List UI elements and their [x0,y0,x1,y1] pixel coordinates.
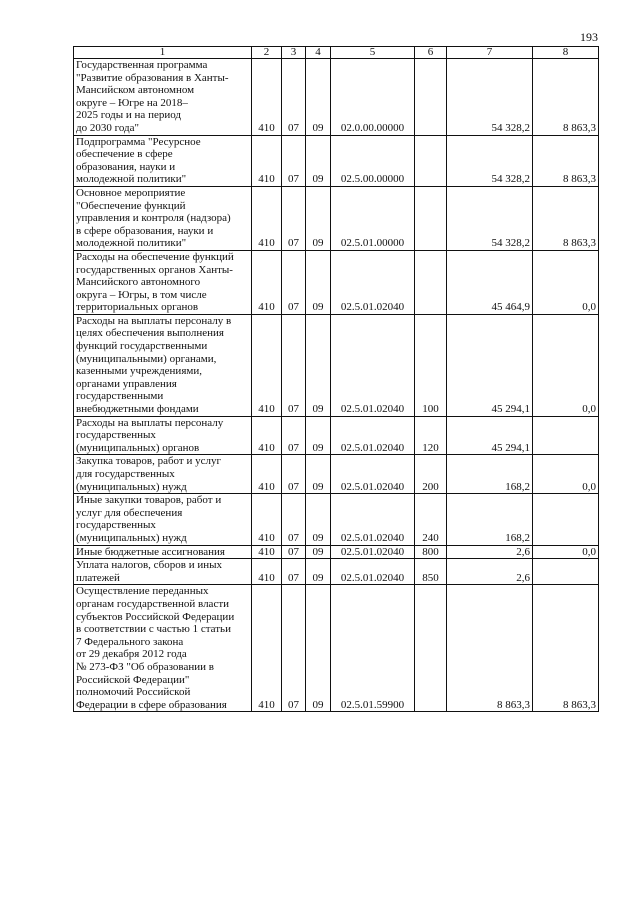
row-name-cell [74,250,252,314]
row-name-line: от 29 декабря 2012 года [76,648,187,661]
row-name-line: органами управления [76,377,177,390]
federal-amount-cell: 8 863,3 [533,585,599,712]
row-name-line: казенными учреждениями, [76,365,202,378]
row-name-line: Осуществление переданных [76,585,209,598]
target-article-cell: 02.5.00.00000 [331,135,415,186]
admin-code-cell: 410 [252,559,282,585]
row-name-line: Подпрограмма "Ресурсное [76,135,201,148]
expense-type-cell [415,250,447,314]
federal-amount-cell: 8 863,3 [533,186,599,250]
table-header-row [74,47,599,59]
row-name-line: государственными [76,390,164,403]
table-body [74,59,599,712]
row-name-line: (муниципальных) нужд [76,531,187,544]
expense-type-cell: 100 [415,314,447,416]
header-col-1: 1 [74,47,252,59]
target-article-cell: 02.5.01.02040 [331,314,415,416]
target-article-cell: 02.5.01.02040 [331,494,415,545]
row-name-line: в сфере образования, науки и [76,224,214,237]
header-col-6: 6 [415,47,447,59]
row-name-line: 2025 годы и на период [76,109,181,122]
federal-amount-cell [533,559,599,585]
row-name-line: Мансийском автономном [76,84,195,97]
admin-code-cell: 410 [252,186,282,250]
row-name-line: органам государственной власти [76,597,230,610]
table-row [74,559,599,585]
admin-code-cell: 410 [252,585,282,712]
expense-type-cell: 120 [415,416,447,455]
row-name-line: государственных [76,519,156,532]
subsection-code-cell: 09 [306,135,331,186]
subsection-code-cell: 09 [306,250,331,314]
amount-cell: 54 328,2 [447,59,533,136]
amount-cell: 8 863,3 [447,585,533,712]
target-article-cell: 02.5.01.02040 [331,545,415,559]
row-name-line: (муниципальных) органов [76,441,200,454]
section-code-cell: 07 [282,314,306,416]
section-code-cell: 07 [282,250,306,314]
row-name-line: территориальных органов [76,301,199,314]
header-col-8: 8 [533,47,599,59]
expense-type-cell: 850 [415,559,447,585]
row-name-line: Расходы на обеспечение функций [76,250,234,263]
section-code-cell: 07 [282,416,306,455]
admin-code-cell: 410 [252,314,282,416]
row-name-line: Основное мероприятие [76,186,186,199]
section-code-cell: 07 [282,186,306,250]
amount-cell: 168,2 [447,455,533,494]
amount-cell: 54 328,2 [447,135,533,186]
admin-code-cell: 410 [252,545,282,559]
row-name-line: 7 Федерального закона [76,635,184,648]
row-name-cell [74,545,252,559]
row-name-line: Российской Федерации" [76,673,190,686]
row-name-line: молодежной политики" [76,173,187,186]
table-row [74,545,599,559]
row-name-line: услуг для обеспечения [76,506,183,519]
target-article-cell: 02.5.01.02040 [331,559,415,585]
table-row [74,314,599,416]
target-article-cell: 02.5.01.02040 [331,250,415,314]
row-name-line: целях обеспечения выполнения [76,327,224,340]
row-name-line: Расходы на выплаты персоналу в [76,314,232,327]
federal-amount-cell: 0,0 [533,455,599,494]
section-code-cell: 07 [282,559,306,585]
row-name-line: управления и контроля (надзора) [76,212,231,225]
row-name-line: Иные закупки товаров, работ и [76,494,222,507]
section-code-cell: 07 [282,455,306,494]
expense-type-cell [415,135,447,186]
row-name-cell [74,455,252,494]
table-row [74,135,599,186]
expense-type-cell [415,186,447,250]
admin-code-cell: 410 [252,416,282,455]
row-name-line: государственных [76,429,156,442]
amount-cell: 2,6 [447,545,533,559]
section-code-cell: 07 [282,135,306,186]
row-name-line: обеспечение в сфере [76,148,173,161]
target-article-cell: 02.5.01.00000 [331,186,415,250]
amount-cell: 45 464,9 [447,250,533,314]
row-name-line: внебюджетными фондами [76,403,199,416]
federal-amount-cell: 0,0 [533,250,599,314]
row-name-cell [74,559,252,585]
subsection-code-cell: 09 [306,416,331,455]
amount-cell: 168,2 [447,494,533,545]
row-name-line: (муниципальных) нужд [76,480,187,493]
subsection-code-cell: 09 [306,585,331,712]
expense-type-cell: 800 [415,545,447,559]
table-row [74,455,599,494]
budget-table [73,46,599,712]
row-name-cell [74,314,252,416]
row-name-line: Уплата налогов, сборов и иных [76,559,223,572]
admin-code-cell: 410 [252,494,282,545]
section-code-cell: 07 [282,545,306,559]
row-name-cell [74,59,252,136]
amount-cell: 45 294,1 [447,416,533,455]
target-article-cell: 02.0.00.00000 [331,59,415,136]
row-name-cell [74,416,252,455]
subsection-code-cell: 09 [306,314,331,416]
federal-amount-cell: 8 863,3 [533,59,599,136]
federal-amount-cell [533,494,599,545]
row-name-line: Государственная программа [76,59,208,71]
subsection-code-cell: 09 [306,559,331,585]
amount-cell: 54 328,2 [447,186,533,250]
table-row [74,416,599,455]
header-col-5: 5 [331,47,415,59]
header-col-2: 2 [252,47,282,59]
row-name-line: (муниципальными) органами, [76,352,217,365]
row-name-line: функций государственными [76,340,208,353]
admin-code-cell: 410 [252,455,282,494]
row-name-line: Закупка товаров, работ и услуг [76,455,221,468]
row-name-line: Федерации в сфере образования [76,698,227,711]
section-code-cell: 07 [282,59,306,136]
row-name-line: платежей [76,571,120,584]
row-name-line: в соответствии с частью 1 статьи [76,623,231,636]
row-name-line: полномочий Российской [76,686,191,699]
expense-type-cell [415,59,447,136]
row-name-line: № 273-ФЗ "Об образовании в [76,660,214,673]
federal-amount-cell: 0,0 [533,314,599,416]
amount-cell: 45 294,1 [447,314,533,416]
admin-code-cell: 410 [252,135,282,186]
subsection-code-cell: 09 [306,455,331,494]
header-col-3: 3 [282,47,306,59]
subsection-code-cell: 09 [306,494,331,545]
row-name-line: до 2030 года" [76,121,139,134]
row-name-line: для государственных [76,468,175,480]
row-name-line: "Обеспечение функций [76,199,186,212]
table-row [74,59,599,136]
table-row [74,250,599,314]
amount-cell: 2,6 [447,559,533,585]
federal-amount-cell [533,416,599,455]
row-name-line: округа – Югры, в том числе [76,288,207,301]
row-name-line: "Развитие образования в Ханты- [76,71,229,84]
row-name-cell [74,135,252,186]
section-code-cell: 07 [282,494,306,545]
header-col-7: 7 [447,47,533,59]
row-name-cell [74,494,252,545]
table-row [74,494,599,545]
subsection-code-cell: 09 [306,186,331,250]
row-name-line: государственных органов Ханты- [76,263,233,276]
row-name-line: субъектов Российской Федерации [76,610,235,623]
row-name-line: Расходы на выплаты персоналу [76,416,224,429]
admin-code-cell: 410 [252,59,282,136]
federal-amount-cell: 8 863,3 [533,135,599,186]
row-name-cell [74,186,252,250]
target-article-cell: 02.5.01.02040 [331,455,415,494]
row-name-line: образования, науки и [76,160,176,173]
row-name-line: округе – Югре на 2018– [76,96,188,109]
subsection-code-cell: 09 [306,59,331,136]
table-row [74,186,599,250]
federal-amount-cell: 0,0 [533,545,599,559]
page-number: 193 [580,30,598,44]
expense-type-cell: 240 [415,494,447,545]
subsection-code-cell: 09 [306,545,331,559]
section-code-cell: 07 [282,585,306,712]
row-name-line: молодежной политики" [76,237,187,250]
admin-code-cell: 410 [252,250,282,314]
row-name-cell [74,585,252,712]
header-col-4: 4 [306,47,331,59]
target-article-cell: 02.5.01.02040 [331,416,415,455]
target-article-cell: 02.5.01.59900 [331,585,415,712]
table-row [74,585,599,712]
expense-type-cell: 200 [415,455,447,494]
row-name-line: Мансийского автономного [76,276,201,289]
expense-type-cell [415,585,447,712]
row-name-line: Иные бюджетные ассигнования [76,545,225,558]
